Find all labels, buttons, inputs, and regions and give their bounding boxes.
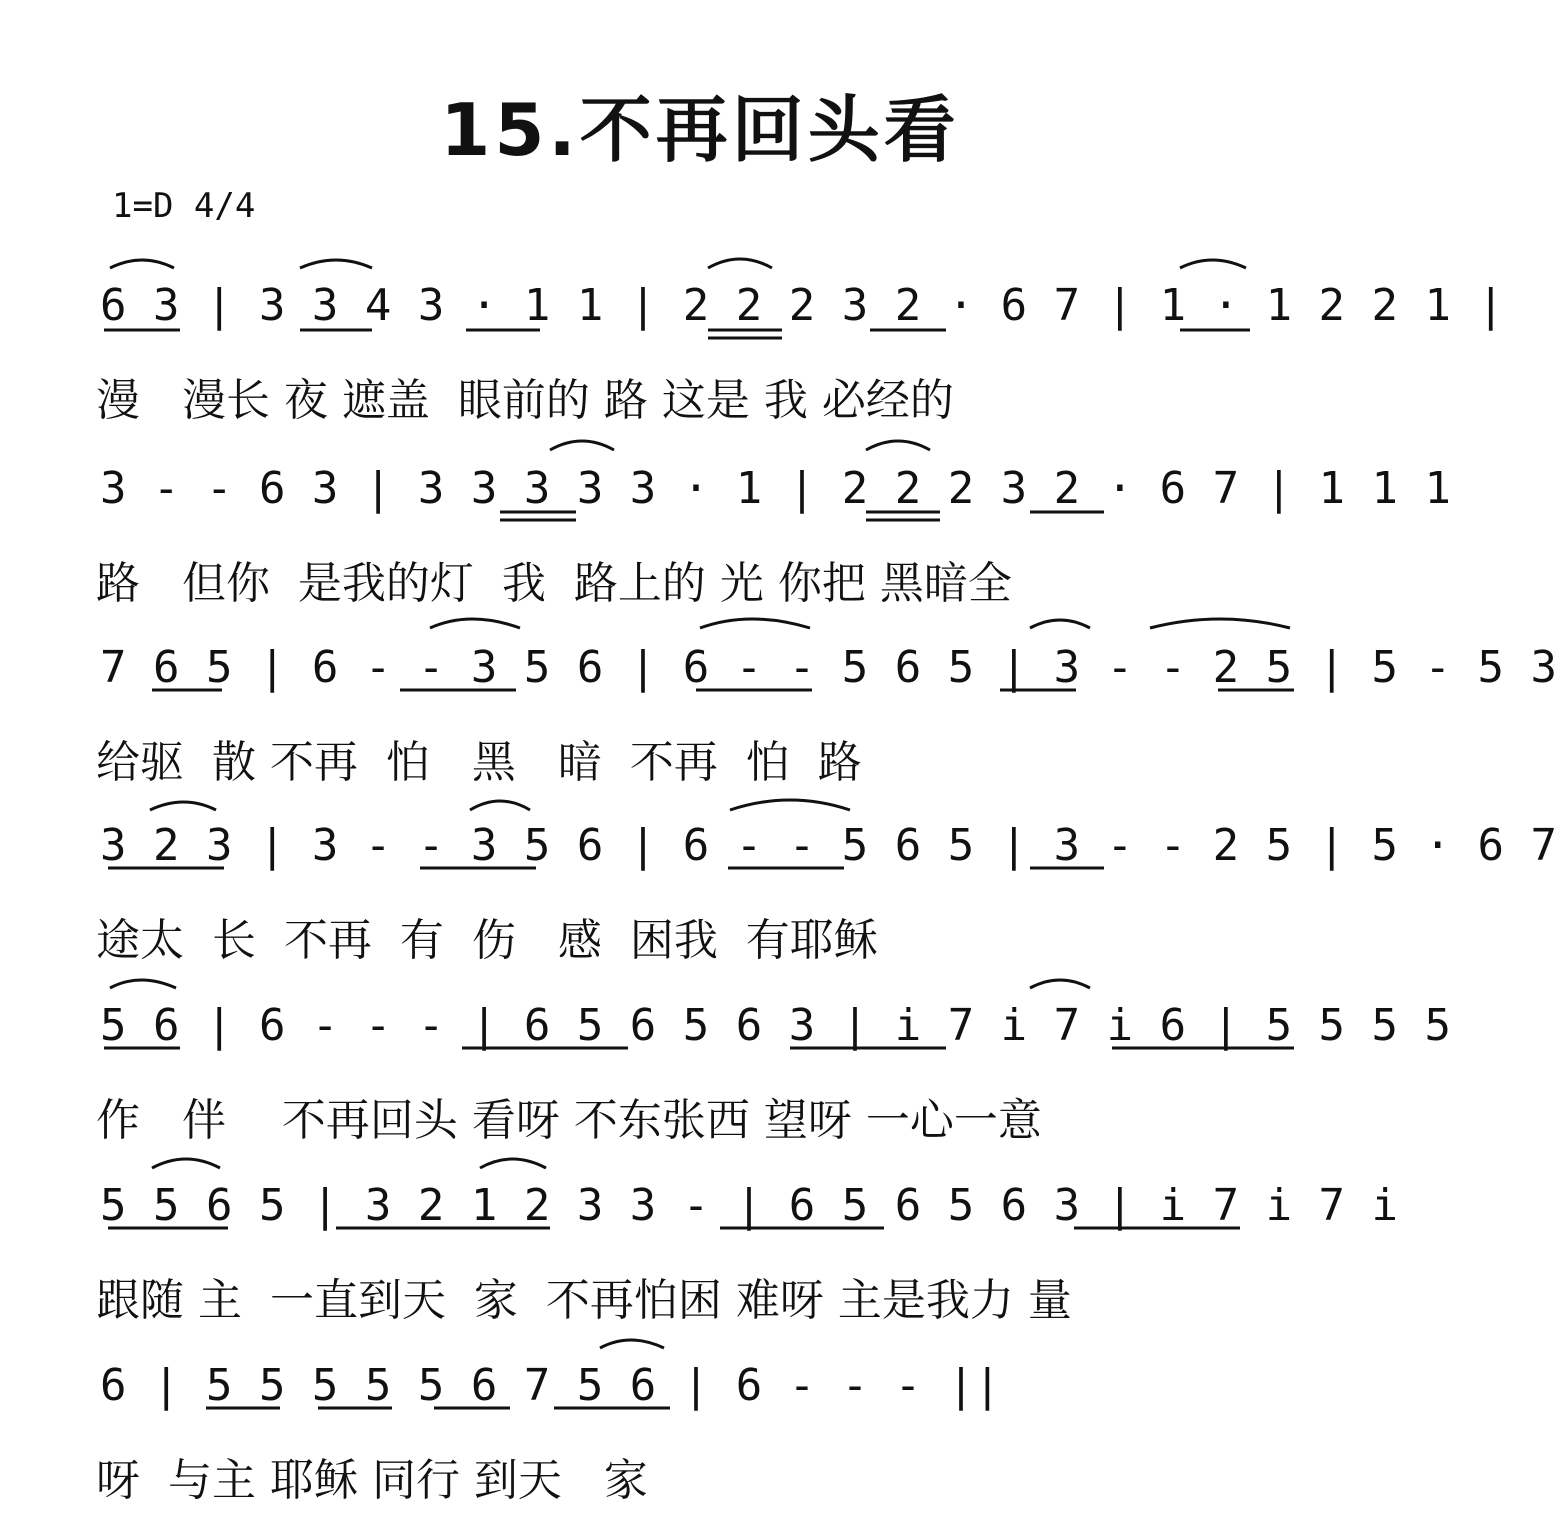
notation-row: 7 6 5 | 6 - - 3 5 6 | 6 - - 5 6 5 | 3 - - 2 5 | 5 - 5 3	[100, 642, 1557, 693]
slur-mark	[1030, 620, 1090, 628]
slur-mark	[600, 1340, 664, 1348]
key-and-time-signature: 1=D 4/4	[112, 186, 256, 226]
slur-mark	[730, 800, 850, 810]
lyrics-row: 跟随 主 一直到天 家 不再怕困 难呀 主是我力 量	[96, 1275, 1072, 1326]
slur-mark	[1180, 260, 1246, 268]
slur-mark	[110, 260, 174, 268]
slur-mark	[470, 801, 530, 810]
lyrics-row: 作 伴 不再回头 看呀 不东张西 望呀 一心一意	[96, 1095, 1042, 1146]
slur-mark	[150, 802, 216, 810]
slur-mark	[1030, 980, 1090, 988]
slur-mark	[110, 980, 176, 988]
slur-mark	[480, 1159, 546, 1168]
slur-mark	[708, 259, 772, 268]
song-title: 15.不再回头看	[440, 88, 960, 172]
lyrics-row: 漫 漫长 夜 遮盖 眼前的 路 这是 我 必经的	[96, 375, 954, 426]
slur-mark	[300, 260, 372, 268]
lyrics-row: 途太 长 不再 有 伤 感 困我 有耶稣	[96, 915, 878, 966]
lyrics-row: 给驱 散 不再 怕 黑 暗 不再 怕 路	[96, 737, 862, 788]
notation-row: 3 - - 6 3 | 3 3 3 3 3 · 1 | 2 2 2 3 2 · 6 7 | 1 1 1	[100, 463, 1452, 514]
slur-mark	[700, 619, 810, 628]
notation-row: 6 | 5 5 5 5 5 6 7 5 6 | 6 - - - ||	[100, 1360, 1001, 1411]
slur-mark	[866, 441, 930, 450]
slur-mark	[1150, 619, 1290, 628]
slur-mark	[550, 441, 614, 450]
slur-mark	[430, 619, 520, 628]
notation-row: 5 5 6 5 | 3 2 1 2 3 3 - | 6 5 6 5 6 3 | i 7 i 7 i	[100, 1180, 1399, 1231]
notation-row: 6 3 | 3 3 4 3 · 1 1 | 2 2 2 3 2 · 6 7 | 1 · 1 2 2 1 |	[100, 280, 1504, 331]
lyrics-row: 呀 与主 耶稣 同行 到天 家	[96, 1455, 648, 1506]
notation-row: 5 6 | 6 - - - | 6 5 6 5 6 3 | i 7 i 7 i 6 | 5 5 5 5	[100, 1000, 1452, 1051]
slur-mark	[152, 1159, 220, 1168]
lyrics-row: 路 但你 是我的灯 我 路上的 光 你把 黑暗全	[96, 558, 1012, 609]
notation-row: 3 2 3 | 3 - - 3 5 6 | 6 - - 5 6 5 | 3 - - 2 5 | 5 · 6 7	[100, 820, 1557, 871]
